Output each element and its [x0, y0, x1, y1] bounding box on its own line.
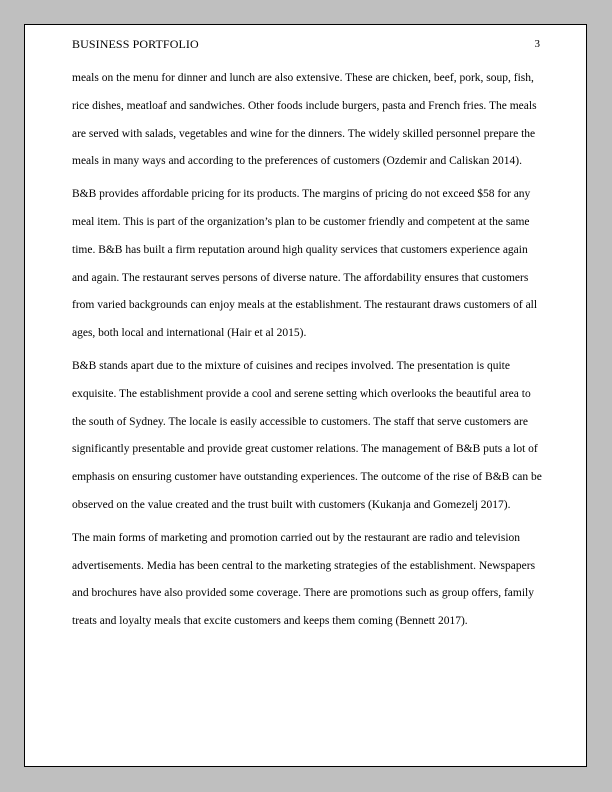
document-page: [24, 24, 587, 767]
running-head: BUSINESS PORTFOLIO: [72, 37, 199, 51]
paragraph-differentiation: B&B stands apart due to the mixture of cuisines and recipes involved. The presentation is quite exquisite. The establishment provide a cool and serene setting which overlooks the beautiful area to the south of Sydney. The locale is easily accessible to customers. The staff that serve customers are significantly presentable and provide great customer relations. The management of B&B puts a lot of emphasis on ensuring customer have outstanding experiences. The outcome of the rise of B&B can be observed on the value created and the trust built with customers (Kukanja and Gomezelj 2017).: [72, 359, 542, 511]
page-number: 3: [534, 38, 540, 50]
body-text: [72, 65, 546, 641]
page-header: [72, 37, 540, 53]
paragraph-menu-items: meals on the menu for dinner and lunch are also extensive. These are chicken, beef, pork, soup, fish, rice dishes, meatloaf and sandwiches. Other foods include burgers, pasta and French fries. The meals are served with salads, vegetables and wine for the dinners. The widely skilled personnel prepare the meals in many ways and according to the preferences of customers (Ozdemir and Caliskan 2014).: [72, 72, 537, 168]
paragraph-pricing: B&B provides affordable pricing for its products. The margins of pricing do not exceed $58 for any meal item. This is part of the organization’s plan to be customer friendly and competent at the same time. B&B has built a firm reputation around high quality services that customers experience again and again. The restaurant serves persons of diverse nature. The affordability ensures that customers from varied backgrounds can enjoy meals at the establishment. The restaurant draws customers of all ages, both local and international (Hair et al 2015).: [72, 188, 538, 340]
paragraph-marketing: The main forms of marketing and promotion carried out by the restaurant are radio and television advertisements. Media has been central to the marketing strategies of the establishment. Newspapers and brochures have also provided some coverage. There are promotions such as group offers, family treats and loyalty meals that excite customers and keeps them coming (Bennett 2017).: [72, 531, 536, 628]
